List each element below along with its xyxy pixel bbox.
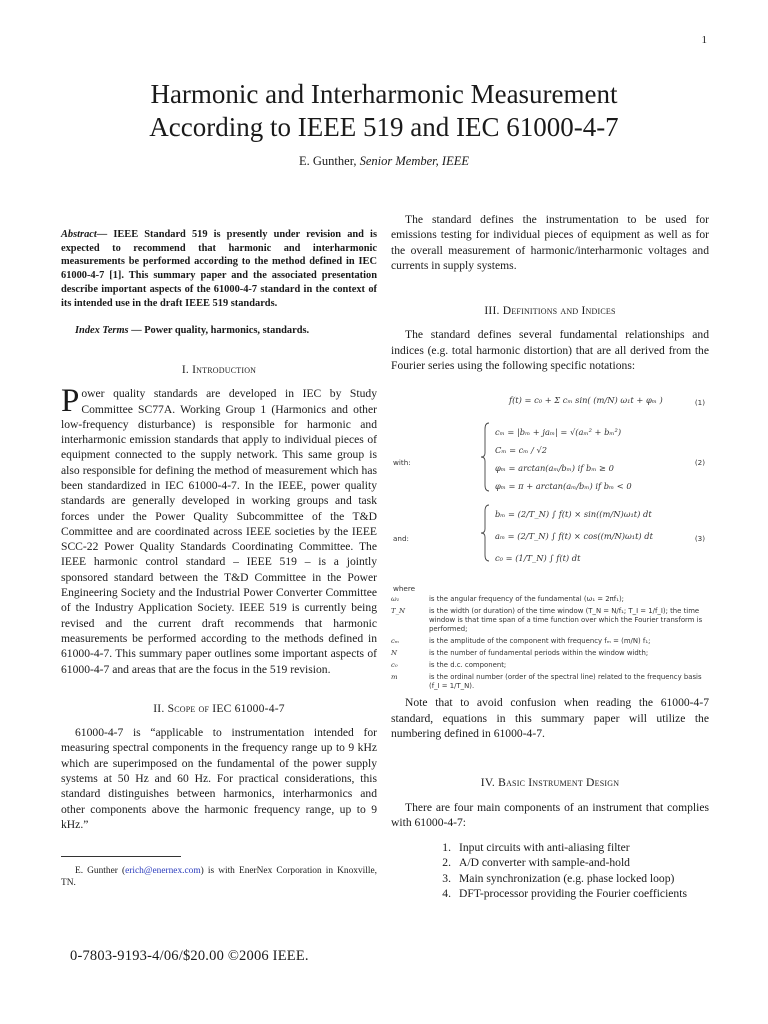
list-text: Main synchronization (e.g. phase locked loop) [459, 871, 675, 885]
abstract [61, 228, 377, 310]
where-description: is the amplitude of the component with frequency fₘ = (m/N) f₁; [429, 637, 651, 646]
definitions-paragraph: The standard defines several fundamental relationships and indices (e.g. total harmonic distortion) that are all derived from the Fourier series using the following specific notations: [391, 328, 709, 373]
where-description: is the angular frequency of the fundamental (ω₁ = 2πf₁); [429, 595, 624, 604]
equation-3b: aₘ = (2/T_N) ∫ f(t) × cos((m/N)ω₁t) dt [495, 531, 653, 542]
note-paragraph: Note that to avoid confusion when reading the 61000-4-7 standard, equations in this summary paper will utilize the numbering defined in 61000-4-7. [391, 696, 709, 740]
section-title: Definitions and Indices [502, 304, 616, 318]
list-number: 2. [442, 856, 451, 870]
equation-2b: Cₘ = cₘ / √2 [495, 445, 548, 456]
where-description: is the width (or duration) of the time window (T_N = N/f₁; T_I = 1/f_I); the time window is that time span of a time function over which the Fourier transform is performed; [429, 607, 703, 634]
where-symbol: c₀ [391, 661, 398, 670]
section-number: III. [484, 304, 503, 318]
where-symbol: cₘ [391, 637, 400, 646]
where-row [391, 661, 709, 670]
where-symbol: T_N [391, 607, 406, 616]
list-item [399, 840, 709, 855]
where-row [391, 607, 709, 634]
where-description: is the d.c. component; [429, 661, 507, 670]
where-row [391, 595, 709, 604]
author-affiliation: Senior Member, IEEE [359, 154, 469, 168]
section-number: II. [153, 701, 168, 715]
section-heading-scope [61, 701, 377, 716]
where-description: is the ordinal number (order of the spectral line) related to the frequency basis (f_I = 1/T_N). [429, 673, 702, 691]
equation-3c: c₀ = (1/T_N) ∫ f(t) dt [495, 553, 581, 564]
footnote [61, 865, 377, 889]
footnote-text-pre: E. Gunther ( [75, 866, 126, 877]
index-terms [61, 324, 377, 338]
section-number: I. [181, 362, 193, 376]
list-item [399, 871, 709, 886]
footnote-email-link[interactable]: erich@enernex.com [125, 866, 201, 877]
equations-figure [391, 383, 709, 691]
introduction-paragraph [61, 383, 377, 677]
list-text: DFT-processor providing the Fourier coefficients [459, 887, 687, 901]
section-number: IV. [480, 776, 499, 790]
introduction-text: ower quality standards are developed in IEC by Study Committee SC77A. Working Group 1 (Harmonics and other low-frequency disturbance) is responsible for harmonic and interharmonic emission standards that apply to individual pieces of equipment connected to the supply network. This same group is also responsible for defining the method of measurement which has been standardized in IEC 61000-4-7. In the IEEE, power quality standards are generally developed in working groups and task forces under the Power Quality Subcommittee of the T&D Committee and are coordinated across IEEE societies by the IEEE SCC-22 Power Quality Standards Coordinating Committee. The IEEE harmonic control standard – IEEE 519 – is a jointly sponsored standard between the T&D Committee in the Power Engineering Society and the Industrial Power Converter Committee of the Industry Application Society. IEEE 519 is currently being revised and the current draft recommends that harmonic measurements be performed according to the methods defined in 61000-4-7. This summary paper outlines some important aspects of 61000-4-7 and areas that are the focus in the 519 revision. [61, 387, 377, 676]
footnote-rule [61, 856, 181, 857]
where-description: is the number of fundamental periods within the window width; [429, 649, 649, 658]
where-row [391, 637, 709, 646]
right-column [391, 212, 709, 901]
title-line-1: Harmonic and Interharmonic Measurement [150, 79, 618, 109]
list-item [399, 855, 709, 870]
equation-2c: φₘ = arctan(aₘ/bₘ) if bₘ ≥ 0 [495, 463, 614, 474]
dropcap-letter: P [61, 383, 80, 420]
where-row [391, 649, 709, 658]
list-number: 4. [442, 887, 451, 901]
where-symbol: ω₁ [391, 595, 400, 604]
section-title: Introduction [192, 362, 257, 376]
equation-3a: bₘ = (2/T_N) ∫ f(t) × sin((m/N)ω₁t) dt [495, 509, 652, 520]
list-text: Input circuits with anti-aliasing filter [459, 841, 630, 855]
title-line-2: According to IEEE 519 and IEC 61000-4-7 [149, 112, 619, 142]
instrument-design-paragraph: There are four main components of an instrument that complies with 61000-4-7: [391, 800, 709, 829]
where-definitions [391, 595, 709, 694]
equation-2d: φₘ = π + arctan(aₘ/bₘ) if bₘ < 0 [495, 481, 632, 492]
where-row [391, 673, 709, 691]
abstract-text: IEEE Standard 519 is presently under revision and is expected to recommend that harmonic and interharmonic measurements be performed according to the method defined in IEC 61000-4-7 [1]. This summary paper and the associated presentation describe important aspects of the 61000-4-7 standard in the context of its intended use in the draft IEEE 519 standards. [61, 229, 377, 309]
paper-title [0, 78, 768, 144]
section-title: Scope of IEC 61000-4-7 [167, 701, 285, 715]
section-heading-introduction [61, 362, 377, 377]
list-text: A/D converter with sample-and-hold [459, 856, 630, 870]
abstract-label: Abstract [61, 229, 97, 240]
where-symbol: m [391, 673, 398, 682]
list-number: 1. [442, 841, 451, 855]
section-heading-instrument-design [391, 775, 709, 790]
where-label: where [393, 584, 416, 594]
section-title: Basic Instrument Design [498, 776, 620, 790]
author-name: E. Gunther, [299, 154, 360, 168]
and-label: and: [393, 534, 409, 544]
copyright-notice: 0-7803-9193-4/06/$20.00 ©2006 IEEE. [70, 948, 309, 964]
equation-1-number: (1) [694, 398, 705, 408]
equation-3-number: (3) [694, 534, 705, 544]
section-heading-definitions [391, 303, 709, 318]
components-list [391, 840, 709, 901]
abstract-dash: — [96, 229, 114, 240]
footnote-text-post: ) is with EnerNex Corporation in Knoxville, TN. [61, 866, 377, 889]
list-number: 3. [442, 871, 451, 885]
index-terms-label: Index Terms [75, 325, 129, 337]
scope-paragraph: 61000-4-7 is “applicable to instrumentation intended for measuring spectral components in the frequency range up to 9 kHz which are superimposed on the fundamental of the power supply systems at 50 Hz and 60 Hz. For practical considerations, this standard distinguishes between harmonics, interharmonics and other components above the harmonic frequency range, up to 9 kHz.” [61, 726, 377, 831]
page-number: 1 [701, 34, 707, 46]
equation-2-number: (2) [694, 458, 705, 468]
where-symbol: N [391, 649, 398, 658]
list-item [399, 886, 709, 901]
index-terms-text: — Power quality, harmonics, standards. [128, 325, 310, 337]
equation-1: f(t) = c₀ + Σ cₘ sin( (m/N) ω₁t + φₘ ) [509, 395, 663, 406]
left-column [61, 212, 377, 889]
standard-intro-paragraph: The standard defines the instrumentation to be used for emissions testing for individual pieces of equipment as well as for the overall measurement of harmonic/interharmonic voltages and currents in supply systems. [391, 213, 709, 272]
with-label: with: [393, 458, 411, 468]
equation-2a: cₘ = |bₘ + jaₘ| = √(aₘ² + bₘ²) [495, 427, 622, 438]
author-line [0, 154, 768, 169]
